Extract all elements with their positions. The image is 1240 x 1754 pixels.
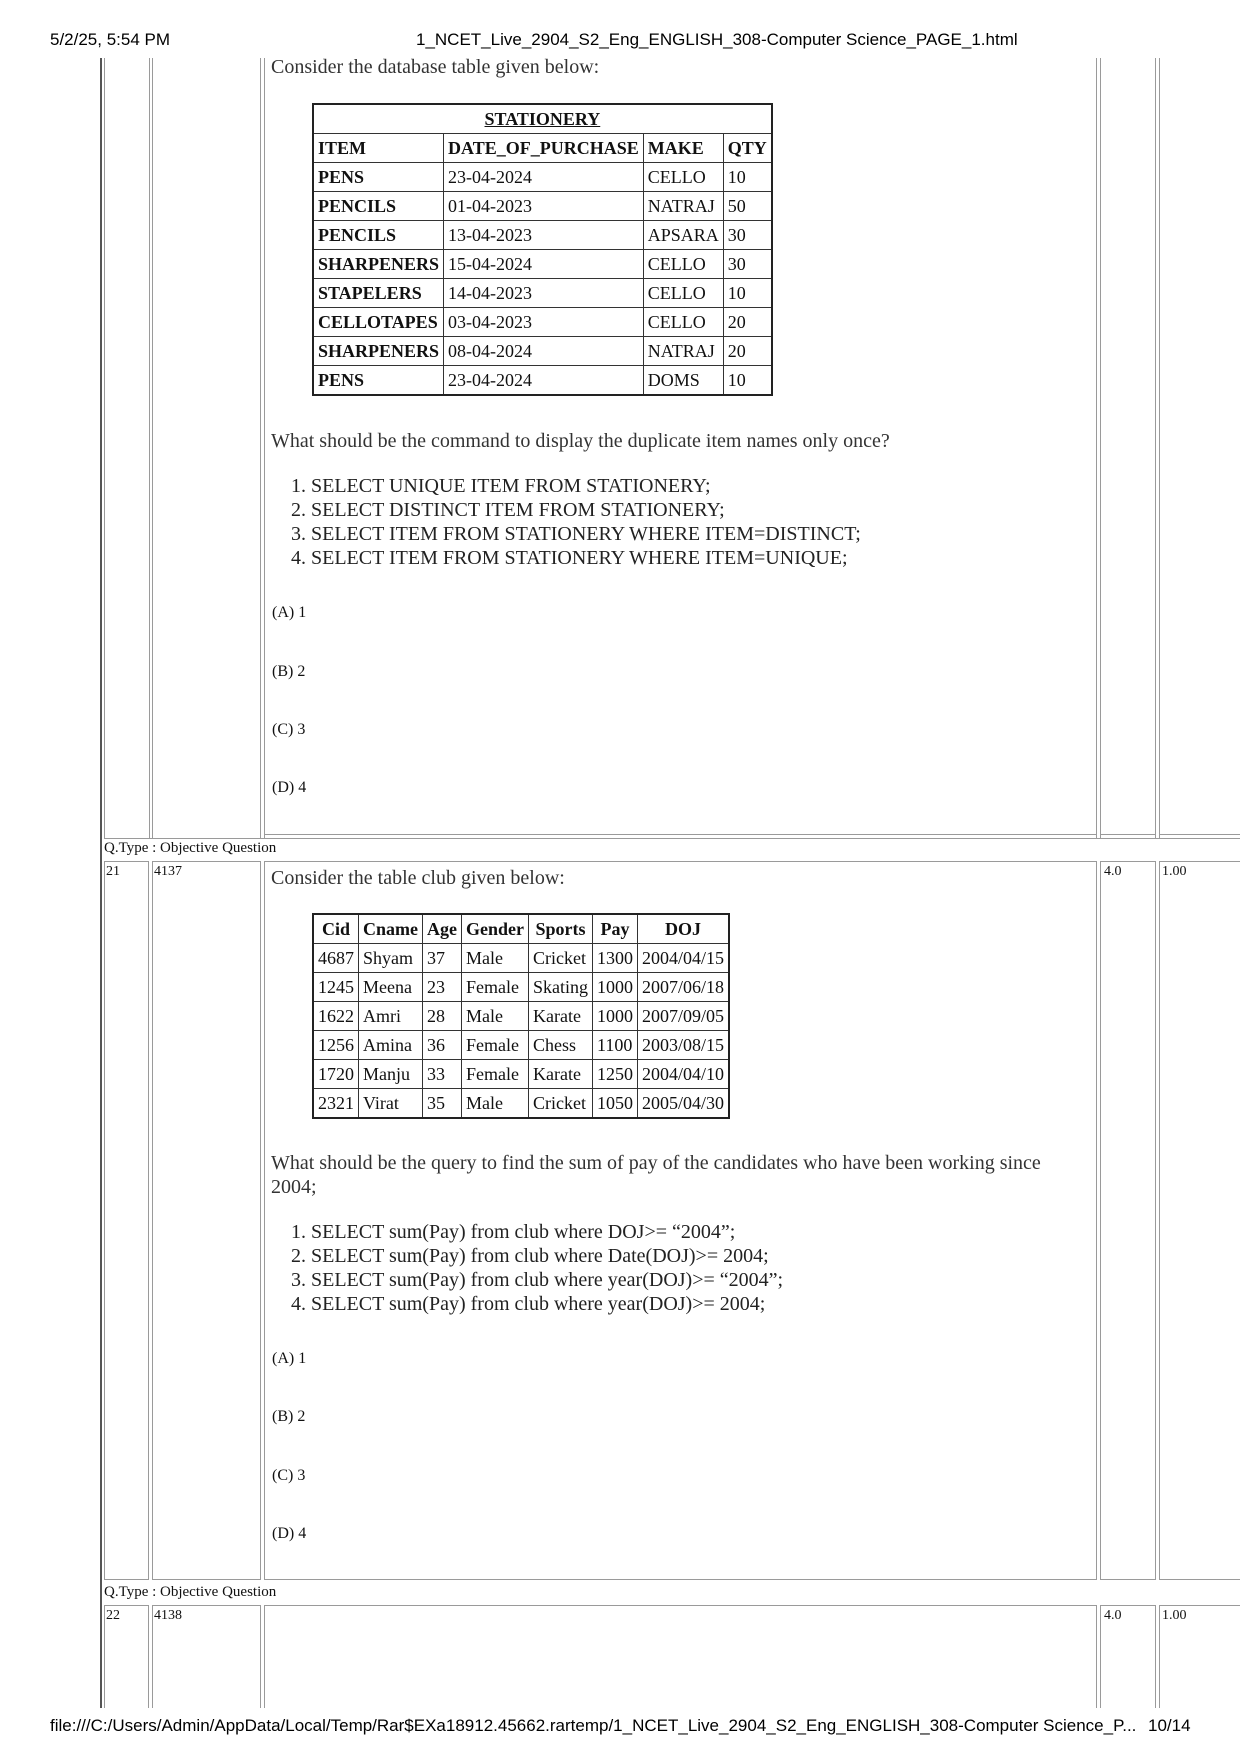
cell: 2003/08/15 [638, 1031, 730, 1060]
q21-marks-cell [1100, 861, 1156, 1580]
col-date-of-purchase: DATE_OF_PURCHASE [444, 134, 644, 163]
cell: 23-04-2024 [444, 366, 644, 396]
col-item: ITEM [313, 134, 444, 163]
q21-option-a[interactable]: (A) 1 [272, 1350, 307, 1367]
print-title: 1_NCET_Live_2904_S2_Eng_ENGLISH_308-Computer Science_PAGE_1.html [416, 30, 1018, 49]
q21-number-cell [104, 861, 149, 1580]
frame-line [1155, 58, 1156, 838]
cell: 4687 [313, 944, 359, 973]
statement-item: 4. SELECT ITEM FROM STATIONERY WHERE ITEM=UNIQUE; [291, 547, 848, 569]
cell: NATRAJ [643, 192, 723, 221]
frame-line [1159, 58, 1160, 838]
col-cid: Cid [313, 914, 359, 944]
cell: APSARA [643, 221, 723, 250]
col-sports: Sports [529, 914, 593, 944]
cell: 33 [423, 1060, 462, 1089]
q21-question-line2: 2004; [271, 1176, 317, 1198]
cell: NATRAJ [643, 337, 723, 366]
col-age: Age [423, 914, 462, 944]
frame-line [152, 58, 153, 838]
q21-option-c[interactable]: (C) 3 [272, 1467, 306, 1484]
statement-item: 2. SELECT sum(Pay) from club where Date(DOJ)>= 2004; [291, 1245, 769, 1267]
cell: Cricket [529, 1089, 593, 1119]
table-row [313, 250, 772, 279]
cell: Male [462, 1002, 529, 1031]
col-pay: Pay [593, 914, 638, 944]
cell: Amina [359, 1031, 423, 1060]
cell: 1720 [313, 1060, 359, 1089]
cell: 2007/09/05 [638, 1002, 730, 1031]
q22-id: 4138 [154, 1608, 182, 1623]
cell: 15-04-2024 [444, 250, 644, 279]
q20-option-d[interactable]: (D) 4 [272, 779, 307, 796]
cell: Cricket [529, 944, 593, 973]
statement-item: 4. SELECT sum(Pay) from club where year(DOJ)>= 2004; [291, 1293, 766, 1315]
table-row [313, 1089, 729, 1119]
cell: PENCILS [313, 192, 444, 221]
cell: Male [462, 1089, 529, 1119]
cell: 2321 [313, 1089, 359, 1119]
table-row [313, 192, 772, 221]
table-row [313, 366, 772, 396]
stationery-caption: STATIONERY [313, 104, 772, 134]
q22-number: 22 [106, 1608, 120, 1623]
cell: CELLO [643, 163, 723, 192]
q20-statements [291, 474, 861, 570]
cell: 1300 [593, 944, 638, 973]
frame-line [1100, 834, 1156, 835]
cell: Karate [529, 1002, 593, 1031]
cell: 2004/04/10 [638, 1060, 730, 1089]
cell: 1050 [593, 1089, 638, 1119]
cell: 1000 [593, 1002, 638, 1031]
table-row [313, 221, 772, 250]
q21-neg: 1.00 [1162, 864, 1187, 879]
cell: 1100 [593, 1031, 638, 1060]
cell: Female [462, 1031, 529, 1060]
statement-item: 2. SELECT DISTINCT ITEM FROM STATIONERY; [291, 499, 725, 521]
cell: SHARPENERS [313, 250, 444, 279]
col-qty: QTY [723, 134, 772, 163]
statement-item: 1. SELECT UNIQUE ITEM FROM STATIONERY; [291, 475, 711, 497]
frame-line [264, 834, 1096, 835]
cell: 2004/04/15 [638, 944, 730, 973]
frame-line [1159, 834, 1240, 835]
table-row [313, 163, 772, 192]
cell: 1256 [313, 1031, 359, 1060]
q21-option-b[interactable]: (B) 2 [272, 1408, 306, 1425]
cell: CELLO [643, 250, 723, 279]
cell: Shyam [359, 944, 423, 973]
cell: CELLO [643, 279, 723, 308]
cell: 1000 [593, 973, 638, 1002]
q20-question: What should be the command to display the duplicate item names only once? [271, 430, 890, 452]
table-row [313, 1031, 729, 1060]
frame-line [260, 58, 261, 838]
frame-line [149, 58, 150, 838]
col-cname: Cname [359, 914, 423, 944]
club-table [312, 913, 730, 1119]
cell: 50 [723, 192, 772, 221]
q21-number: 21 [106, 864, 120, 879]
cell: Male [462, 944, 529, 973]
cell: Female [462, 1060, 529, 1089]
cell: Manju [359, 1060, 423, 1089]
cell: CELLOTAPES [313, 308, 444, 337]
cell: Chess [529, 1031, 593, 1060]
q21-statements [291, 1220, 783, 1316]
q22-neg: 1.00 [1162, 1608, 1187, 1623]
cell: STAPELERS [313, 279, 444, 308]
cell: Karate [529, 1060, 593, 1089]
cell: 20 [723, 337, 772, 366]
cell: 13-04-2023 [444, 221, 644, 250]
frame-line [1096, 58, 1097, 838]
q20-option-c[interactable]: (C) 3 [272, 721, 306, 738]
cell: 2007/06/18 [638, 973, 730, 1002]
col-doj: DOJ [638, 914, 730, 944]
statement-item: 3. SELECT sum(Pay) from club where year(DOJ)>= “2004”; [291, 1269, 784, 1291]
cell: 2005/04/30 [638, 1089, 730, 1119]
cell: 03-04-2023 [444, 308, 644, 337]
cell: 30 [723, 221, 772, 250]
q21-id: 4137 [154, 864, 182, 879]
cell: PENS [313, 366, 444, 396]
q21-option-d[interactable]: (D) 4 [272, 1525, 307, 1542]
frame-line [264, 58, 265, 838]
q21-neg-cell [1159, 861, 1240, 1580]
frame-line [104, 58, 105, 838]
cell: 30 [723, 250, 772, 279]
cell: Female [462, 973, 529, 1002]
cell: Skating [529, 973, 593, 1002]
cell: SHARPENERS [313, 337, 444, 366]
frame-line [1100, 58, 1101, 838]
qtype-label: Q.Type : Objective Question [104, 1584, 277, 1600]
cell: 10 [723, 163, 772, 192]
cell: 14-04-2023 [444, 279, 644, 308]
col-gender: Gender [462, 914, 529, 944]
cell: DOMS [643, 366, 723, 396]
cell: 23-04-2024 [444, 163, 644, 192]
table-row [313, 308, 772, 337]
cell: 37 [423, 944, 462, 973]
q22-marks: 4.0 [1104, 1608, 1122, 1623]
table-row [313, 1002, 729, 1031]
cell: PENCILS [313, 221, 444, 250]
print-page-number: 10/14 [1148, 1716, 1191, 1735]
stationery-table [312, 103, 773, 396]
cell: 01-04-2023 [444, 192, 644, 221]
cell: 35 [423, 1089, 462, 1119]
col-make: MAKE [643, 134, 723, 163]
print-file-path: file:///C:/Users/Admin/AppData/Local/Temp/Rar$EXa18912.45662.rartemp/1_NCET_Live_2904_S2_Eng_ENGLISH_308-Computer Science_P... [50, 1716, 1137, 1735]
table-row [313, 973, 729, 1002]
q21-id-cell [152, 861, 261, 1580]
cell: 10 [723, 279, 772, 308]
cell: 10 [723, 366, 772, 396]
table-row [313, 944, 729, 973]
cell: PENS [313, 163, 444, 192]
cell: 1250 [593, 1060, 638, 1089]
q21-marks: 4.0 [1104, 864, 1122, 879]
q20-option-b[interactable]: (B) 2 [272, 663, 306, 680]
frame-line [104, 838, 1240, 839]
cell: Amri [359, 1002, 423, 1031]
cell: 23 [423, 973, 462, 1002]
table-row [313, 337, 772, 366]
q20-intro: Consider the database table given below: [271, 56, 600, 78]
cell: CELLO [643, 308, 723, 337]
table-row [313, 279, 772, 308]
q22-body-cell [264, 1605, 1097, 1708]
statement-item: 1. SELECT sum(Pay) from club where DOJ>= “2004”; [291, 1221, 736, 1243]
cell: 1245 [313, 973, 359, 1002]
q20-option-a[interactable]: (A) 1 [272, 604, 307, 621]
cell: 36 [423, 1031, 462, 1060]
cell: 20 [723, 308, 772, 337]
cell: 28 [423, 1002, 462, 1031]
q21-intro: Consider the table club given below: [271, 867, 565, 889]
print-timestamp: 5/2/25, 5:54 PM [50, 30, 171, 49]
frame-line [100, 58, 102, 1708]
cell: Meena [359, 973, 423, 1002]
table-row [313, 1060, 729, 1089]
cell: 08-04-2024 [444, 337, 644, 366]
cell: 1622 [313, 1002, 359, 1031]
qtype-label: Q.Type : Objective Question [104, 840, 277, 856]
statement-item: 3. SELECT ITEM FROM STATIONERY WHERE ITEM=DISTINCT; [291, 523, 861, 545]
cell: Virat [359, 1089, 423, 1119]
q21-question-line1: What should be the query to find the sum of pay of the candidates who have been working since [271, 1152, 1041, 1174]
